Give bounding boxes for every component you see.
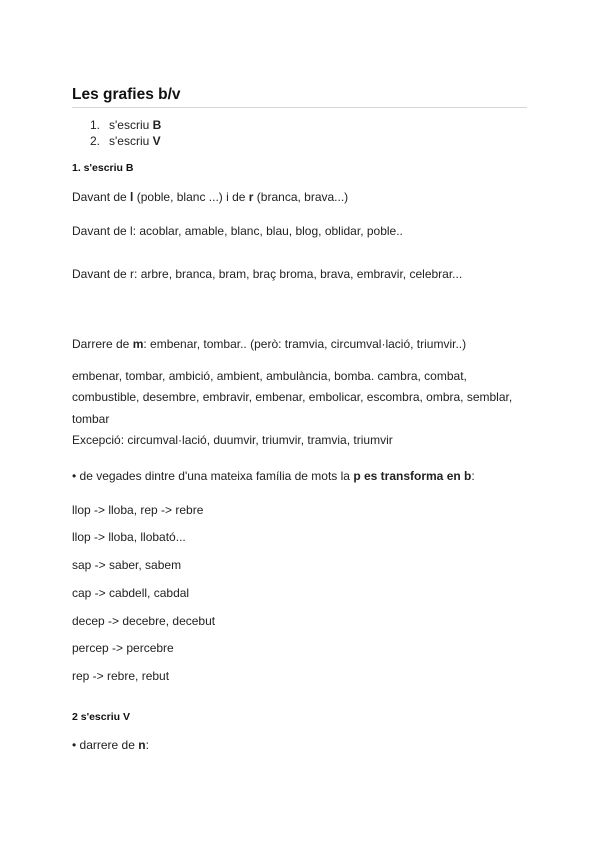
bold-run: r (248, 190, 254, 204)
paragraph-darrere-m (72, 337, 466, 352)
text-run: : (145, 738, 149, 752)
table-of-contents (72, 117, 161, 149)
example-line: llop -> lloba, rep -> rebre (72, 503, 204, 517)
bold-run: p es transforma en b (353, 469, 472, 483)
bold-run: l (130, 190, 134, 204)
exception-line: Excepció: circumval·lació, duumvir, triumvir, tramvia, triumvir (72, 432, 393, 447)
text-run: Darrere de (72, 337, 133, 351)
toc-text: s'escriu (109, 134, 153, 148)
text-run: • de vegades dintre d'una mateixa família de mots la (72, 469, 354, 483)
paragraph-davant-l: Davant de l: acoblar, amable, blanc, blau, blog, oblidar, poble.. (72, 224, 403, 238)
toc-number: 1. (90, 118, 101, 132)
toc-bold: B (152, 118, 162, 132)
paragraph-davant-r: Davant de r: arbre, branca, bram, braç broma, brava, embravir, celebrar... (72, 267, 463, 281)
example-line: percep -> percebre (72, 641, 174, 655)
toc-item-v[interactable] (72, 133, 161, 149)
bold-run: n (138, 738, 146, 752)
example-line: llop -> lloba, llobató... (72, 530, 186, 544)
paragraph-darrere-n (72, 738, 149, 753)
toc-bold: V (152, 134, 161, 148)
section-1-heading: 1. s'escriu B (72, 162, 134, 174)
text-run: • darrere de (72, 738, 139, 752)
example-line: decep -> decebre, decebut (72, 614, 216, 628)
block-line: tombar (72, 411, 110, 426)
title-divider (72, 107, 527, 108)
bold-run: m (132, 337, 144, 351)
block-line: embenar, tombar, ambició, ambient, ambulància, bomba. cambra, combat, (72, 369, 467, 383)
toc-number: 2. (90, 134, 101, 148)
example-line: cap -> cabdell, cabdal (72, 586, 190, 600)
example-line: sap -> saber, sabem (72, 558, 182, 572)
paragraph-davant (72, 190, 348, 205)
block-line: combustible, desembre, embravir, embenar, embolicar, escombra, ombra, semblar, (72, 390, 513, 405)
example-line: rep -> rebre, rebut (72, 669, 170, 683)
text-run: : (471, 469, 475, 483)
text-run: (poble, blanc ...) i de (133, 190, 249, 204)
paragraph-vegades (72, 469, 475, 484)
section-2-heading: 2 s'escriu V (72, 711, 130, 723)
toc-text: s'escriu (109, 118, 153, 132)
example-words-block (72, 366, 532, 451)
text-run: (branca, brava...) (253, 190, 349, 204)
toc-item-b[interactable] (72, 117, 161, 133)
page-title: Les grafies b/v (72, 86, 181, 103)
text-run: : embenar, tombar.. (però: tramvia, circumval·lació, triumvir..) (143, 337, 467, 351)
text-run: Davant de (72, 190, 131, 204)
